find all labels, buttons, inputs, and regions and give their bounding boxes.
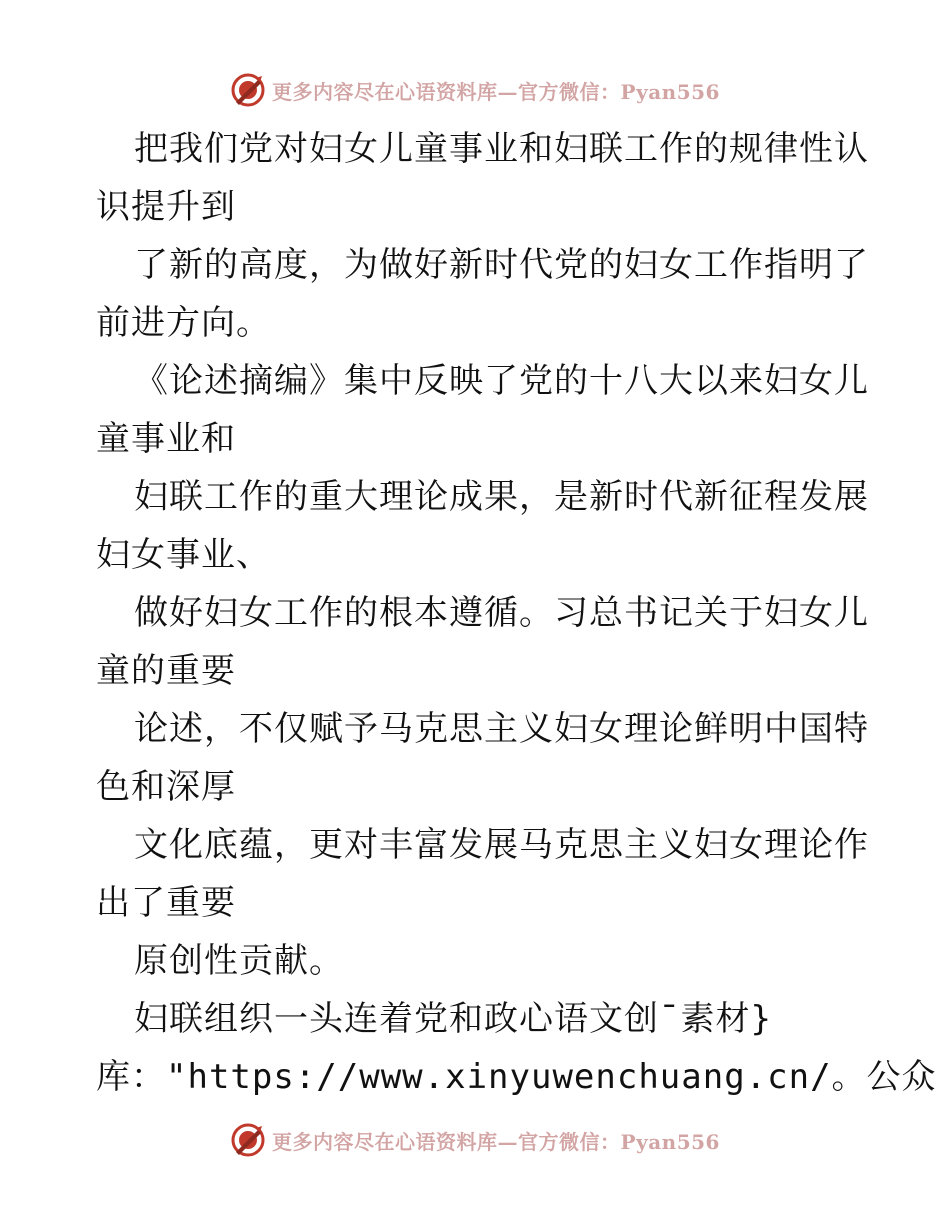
header-banner-text: 更多内容尽在心语资料库—官方微信：Pyan556	[272, 79, 720, 104]
text-line: 童的重要	[96, 651, 236, 691]
text-line: 出了重要	[96, 883, 236, 923]
text-line: 论述，不仅赋予马克思主义妇女理论鲜明中国特	[134, 709, 869, 749]
footer-banner	[0, 1120, 950, 1160]
text-line: 童事业和	[96, 419, 236, 459]
header-banner	[0, 70, 950, 110]
text-line: 把我们党对妇女儿童事业和妇联工作的规律性认	[134, 129, 869, 169]
text-line: 色和深厚	[96, 767, 236, 807]
footer-banner-text: 更多内容尽在心语资料库—官方微信：Pyan556	[272, 1129, 720, 1154]
text-line: 妇联组织一头连着党和政心语文创¯素材}	[134, 999, 772, 1039]
text-line: 妇联工作的重大理论成果，是新时代新征程发展	[134, 477, 869, 517]
text-line: 前进方向。	[96, 303, 271, 343]
document-body	[96, 120, 937, 1106]
text-line: 原创性贡献。	[134, 941, 344, 981]
text-line: 做好妇女工作的根本遵循。习总书记关于妇女儿	[134, 593, 869, 633]
text-line: 妇女事业、	[96, 535, 271, 575]
text-line: 识提升到	[96, 187, 236, 227]
writing-pen-seal-icon	[230, 72, 266, 108]
text-line: 《论述摘编》集中反映了党的十八大以来妇女儿	[134, 361, 869, 401]
text-line-url: 库："https://www.xinyuwenchuang.cn/。公众	[96, 1057, 937, 1097]
text-line: 了新的高度，为做好新时代党的妇女工作指明了	[134, 245, 869, 285]
writing-pen-seal-icon	[230, 1122, 266, 1158]
text-line: 文化底蕴，更对丰富发展马克思主义妇女理论作	[134, 825, 869, 865]
